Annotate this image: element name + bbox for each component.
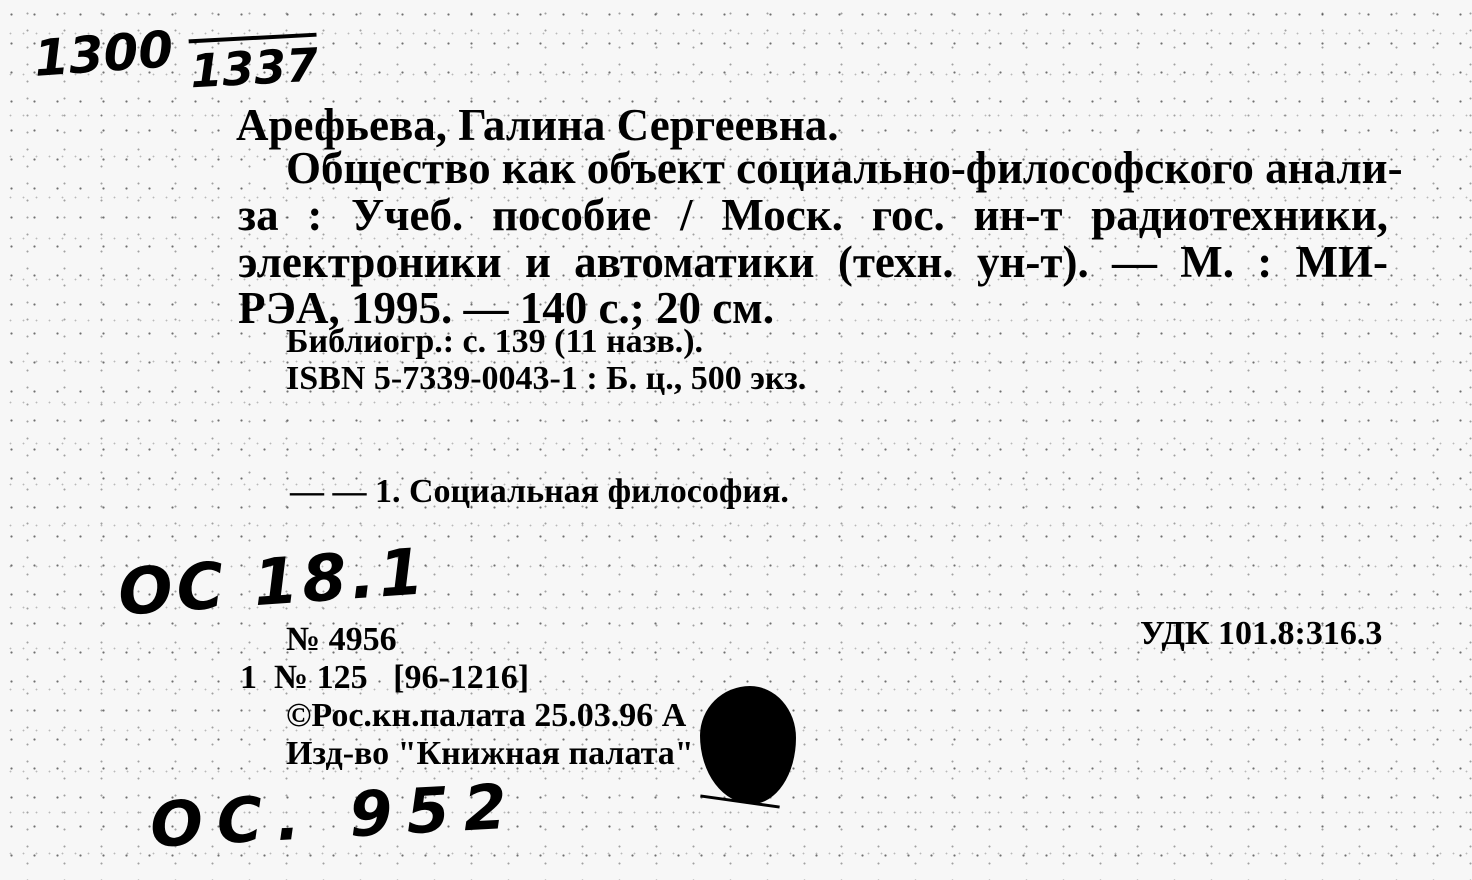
- subject-heading: — — 1. Социальная философия.: [290, 473, 789, 510]
- bibliography-note: Библиогр.: с. 139 (11 назв.).: [286, 323, 704, 360]
- ink-blot-mark: [700, 686, 796, 804]
- copyright-line: ©Рос.кн.палата 25.03.96 А: [286, 697, 687, 734]
- udc-code: УДК 101.8:316.3: [1140, 615, 1383, 652]
- isbn-line: ISBN 5-7339-0043-1 : Б. ц., 500 экз.: [286, 360, 807, 397]
- author-line: Арефьева, Галина Сергеевна.: [236, 100, 839, 150]
- title-line-2: за : Учеб. пособие / Моск. гос. ин-т радиотехники,: [238, 190, 1388, 240]
- handwritten-top-number: 1300: [32, 20, 176, 88]
- handwritten-class-mark-2: OC. 952: [148, 769, 523, 862]
- title-line-3: электроники и автоматики (техн. ун-т). — М. : МИ-: [238, 237, 1388, 287]
- handwritten-top-number-overline: 1337: [189, 33, 320, 98]
- publisher-line: Изд-во "Книжная палата": [286, 735, 694, 772]
- handwritten-class-mark-1: OC 18.1: [115, 535, 430, 631]
- batch-line: 1 № 125 [96-1216]: [240, 659, 530, 696]
- title-line-1: Общество как объект социально-философского анали-: [286, 143, 1403, 193]
- entry-number: № 4956: [286, 621, 397, 658]
- title-line-4: РЭА, 1995. — 140 с.; 20 см.: [238, 283, 775, 333]
